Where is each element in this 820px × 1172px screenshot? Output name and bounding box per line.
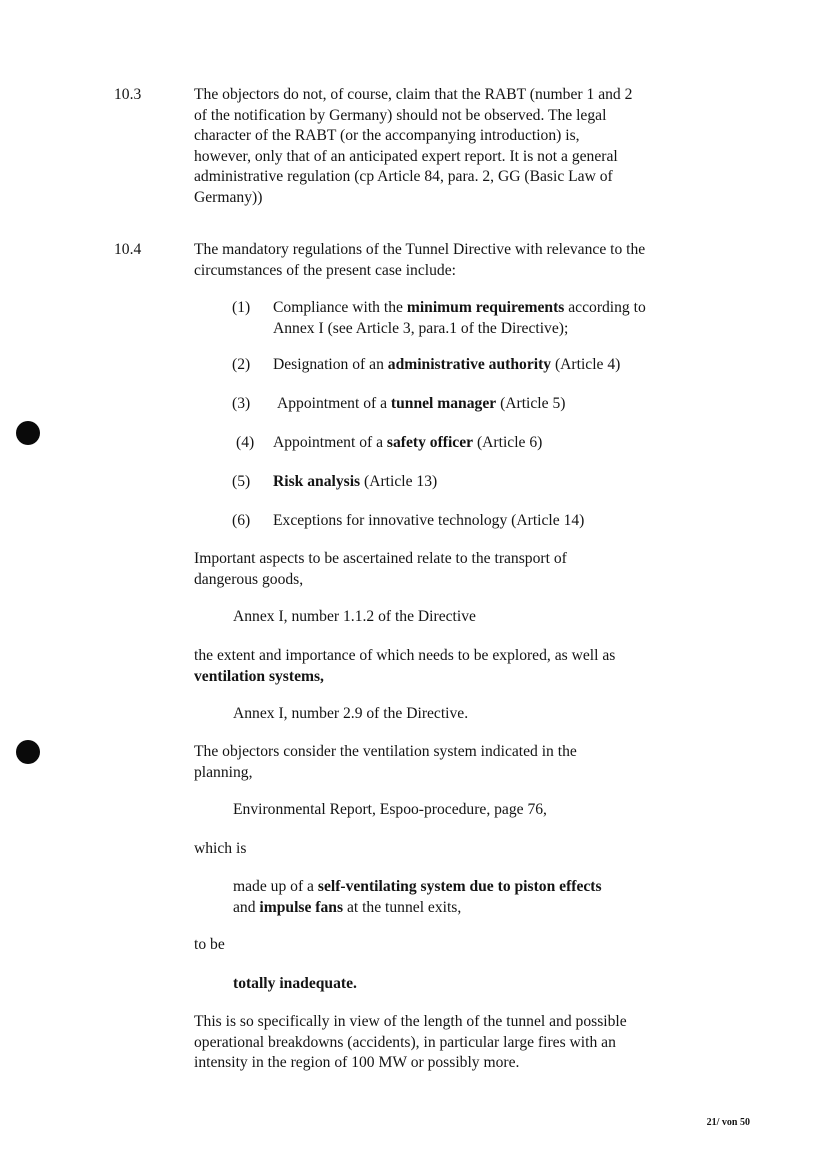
- section-10-3-text: The objectors do not, of course, claim that the RABT (number 1 and 2 of the notification by Germany) should not be observed. The legal character of the RABT (or the accompanying introduction) is, however, only that of an anticipated expert report. It is not a general administrative regulation (cp Article 84, para. 2, GG (Basic Law of Germany)): [194, 86, 633, 206]
- section-number-10-4: 10.4: [114, 241, 142, 258]
- section-10-4-intro: The mandatory regulations of the Tunnel Directive with relevance to the circumstances of the present case include:: [194, 241, 646, 279]
- punch-hole-top: [16, 421, 40, 445]
- section-number-10-3: 10.3: [114, 86, 142, 103]
- list-item-number: (4): [236, 434, 255, 451]
- list-item-text: Compliance with the minimum requirements according to Annex I (see Article 3, para.1 of the Directive);: [273, 299, 646, 337]
- paragraph-extent: the extent and importance of which needs to be explored, as well as ventilation systems,: [194, 647, 616, 685]
- reference-annex-2-9: Annex I, number 2.9 of the Directive.: [233, 705, 469, 722]
- list-item-number: (5): [232, 473, 251, 490]
- text-to-be: to be: [194, 936, 225, 953]
- list-item-text: Appointment of a tunnel manager (Article 5): [277, 395, 566, 412]
- list-item-text: Designation of an administrative authority (Article 4): [273, 356, 621, 373]
- paragraph-dangerous-goods: Important aspects to be ascertained relate to the transport of dangerous goods,: [194, 550, 567, 588]
- text-which-is: which is: [194, 840, 247, 857]
- punch-hole-bottom: [16, 740, 40, 764]
- paragraph-final: This is so specifically in view of the length of the tunnel and possible operational breakdowns (accidents), in particular large fires with an intensity in the region of 100 MW or possibly more.: [194, 1013, 627, 1071]
- reference-environmental-report: Environmental Report, Espoo-procedure, page 76,: [233, 801, 547, 818]
- paragraph-made-up-of: made up of a self-ventilating system due to piston effects and impulse fans at the tunnel exits,: [233, 878, 602, 916]
- list-item-number: (1): [232, 299, 251, 316]
- list-item-text: Exceptions for innovative technology (Article 14): [273, 512, 585, 529]
- list-item-text: Risk analysis (Article 13): [273, 473, 438, 490]
- list-item-number: (3): [232, 395, 251, 412]
- list-item-number: (2): [232, 356, 251, 373]
- list-item-number: (6): [232, 512, 251, 529]
- paragraph-objectors-consider: The objectors consider the ventilation system indicated in the planning,: [194, 743, 577, 781]
- reference-annex-1-1-2: Annex I, number 1.1.2 of the Directive: [233, 608, 476, 625]
- text-totally-inadequate: totally inadequate.: [233, 975, 357, 992]
- page-number: 21/ von 50: [706, 1117, 750, 1128]
- list-item-text: Appointment of a safety officer (Article 6): [273, 434, 543, 451]
